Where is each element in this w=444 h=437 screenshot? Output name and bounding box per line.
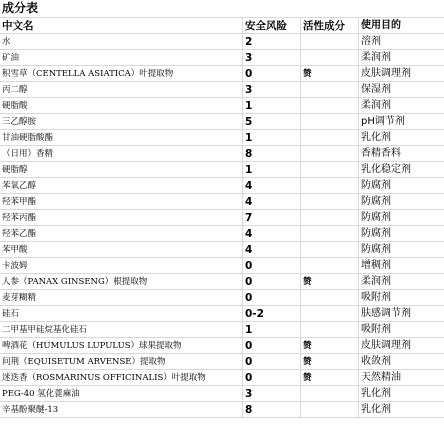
- cell-purpose[interactable]: 溶剂: [359, 34, 444, 50]
- cell-safety-risk[interactable]: 0: [243, 354, 301, 370]
- cell-name[interactable]: 积雪草（CENTELLA ASIATICA）叶提取物: [0, 66, 243, 82]
- cell-active-ingredient[interactable]: [301, 258, 359, 274]
- cell-active-ingredient[interactable]: [301, 322, 359, 338]
- cell-purpose[interactable]: 乳化剂: [359, 130, 444, 146]
- column-header-purpose[interactable]: 使用目的: [359, 18, 444, 34]
- cell-safety-risk[interactable]: 2: [243, 34, 301, 50]
- cell-active-ingredient[interactable]: 赞: [301, 370, 359, 386]
- cell-name[interactable]: 羟苯甲酯: [0, 194, 243, 210]
- cell-active-ingredient[interactable]: [301, 50, 359, 66]
- cell-active-ingredient[interactable]: [301, 146, 359, 162]
- cell-active-ingredient[interactable]: [301, 34, 359, 50]
- cell-name[interactable]: 羟苯乙酯: [0, 226, 243, 242]
- cell-name[interactable]: 二甲基甲硅烷基化硅石: [0, 322, 243, 338]
- cell-purpose[interactable]: 增稠剂: [359, 258, 444, 274]
- cell-name[interactable]: 硬脂醇: [0, 162, 243, 178]
- cell-purpose[interactable]: 皮肤调理剂: [359, 338, 444, 354]
- sheet-title: 成分表: [0, 0, 444, 18]
- column-header-risk[interactable]: 安全风险: [243, 18, 301, 34]
- cell-active-ingredient[interactable]: [301, 386, 359, 402]
- cell-purpose[interactable]: 防腐剂: [359, 242, 444, 258]
- cell-purpose[interactable]: 收敛剂: [359, 354, 444, 370]
- cell-safety-risk[interactable]: 0: [243, 258, 301, 274]
- cell-safety-risk[interactable]: 1: [243, 322, 301, 338]
- cell-safety-risk[interactable]: 0: [243, 338, 301, 354]
- cell-active-ingredient[interactable]: 赞: [301, 274, 359, 290]
- cell-name[interactable]: 苯甲酸: [0, 242, 243, 258]
- column-header-name[interactable]: 中文名: [0, 18, 243, 34]
- cell-active-ingredient[interactable]: [301, 114, 359, 130]
- cell-safety-risk[interactable]: 3: [243, 82, 301, 98]
- cell-name[interactable]: 硬脂酸: [0, 98, 243, 114]
- cell-active-ingredient[interactable]: [301, 82, 359, 98]
- cell-safety-risk[interactable]: 0: [243, 290, 301, 306]
- cell-safety-risk[interactable]: 1: [243, 162, 301, 178]
- cell-active-ingredient[interactable]: [301, 226, 359, 242]
- cell-name[interactable]: 水: [0, 34, 243, 50]
- cell-safety-risk[interactable]: 3: [243, 386, 301, 402]
- cell-safety-risk[interactable]: 4: [243, 242, 301, 258]
- cell-active-ingredient[interactable]: [301, 242, 359, 258]
- cell-purpose[interactable]: 乳化稳定剂: [359, 162, 444, 178]
- cell-purpose[interactable]: 肤感调节剂: [359, 306, 444, 322]
- cell-purpose[interactable]: 防腐剂: [359, 210, 444, 226]
- cell-name[interactable]: PEG-40 氢化蓖麻油: [0, 386, 243, 402]
- cell-purpose[interactable]: 防腐剂: [359, 178, 444, 194]
- cell-active-ingredient[interactable]: [301, 306, 359, 322]
- cell-purpose[interactable]: 柔润剂: [359, 98, 444, 114]
- cell-active-ingredient[interactable]: [301, 194, 359, 210]
- cell-purpose[interactable]: 吸附剂: [359, 322, 444, 338]
- cell-active-ingredient[interactable]: [301, 290, 359, 306]
- cell-purpose[interactable]: 乳化剂: [359, 386, 444, 402]
- cell-safety-risk[interactable]: 4: [243, 226, 301, 242]
- cell-purpose[interactable]: 保湿剂: [359, 82, 444, 98]
- cell-purpose[interactable]: 皮肤调理剂: [359, 66, 444, 82]
- cell-name[interactable]: 甘油硬脂酸酯: [0, 130, 243, 146]
- cell-active-ingredient[interactable]: [301, 98, 359, 114]
- cell-name[interactable]: 羟苯丙酯: [0, 210, 243, 226]
- cell-purpose[interactable]: 香精香料: [359, 146, 444, 162]
- cell-safety-risk[interactable]: 3: [243, 50, 301, 66]
- cell-name[interactable]: 丙二醇: [0, 82, 243, 98]
- cell-active-ingredient[interactable]: [301, 210, 359, 226]
- cell-name[interactable]: 辛基酚聚醚-13: [0, 402, 243, 418]
- cell-safety-risk[interactable]: 0-2: [243, 306, 301, 322]
- cell-safety-risk[interactable]: 4: [243, 178, 301, 194]
- cell-safety-risk[interactable]: 7: [243, 210, 301, 226]
- cell-safety-risk[interactable]: 1: [243, 130, 301, 146]
- cell-purpose[interactable]: 防腐剂: [359, 194, 444, 210]
- column-header-active[interactable]: 活性成分: [301, 18, 359, 34]
- cell-safety-risk[interactable]: 8: [243, 402, 301, 418]
- cell-active-ingredient[interactable]: [301, 402, 359, 418]
- cell-name[interactable]: 苯氧乙醇: [0, 178, 243, 194]
- cell-name[interactable]: 人参（PANAX GINSENG）根提取物: [0, 274, 243, 290]
- cell-name[interactable]: 硅石: [0, 306, 243, 322]
- cell-purpose[interactable]: 柔润剂: [359, 274, 444, 290]
- cell-purpose[interactable]: 柔润剂: [359, 50, 444, 66]
- cell-name[interactable]: 三乙醇胺: [0, 114, 243, 130]
- cell-active-ingredient[interactable]: [301, 130, 359, 146]
- cell-name[interactable]: 问荆（EQUISETUM ARVENSE）提取物: [0, 354, 243, 370]
- cell-safety-risk[interactable]: 0: [243, 66, 301, 82]
- cell-name[interactable]: 啤酒花（HUMULUS LUPULUS）球果提取物: [0, 338, 243, 354]
- cell-safety-risk[interactable]: 0: [243, 274, 301, 290]
- cell-name[interactable]: 麦芽糊精: [0, 290, 243, 306]
- cell-safety-risk[interactable]: 5: [243, 114, 301, 130]
- cell-name[interactable]: （日用）香精: [0, 146, 243, 162]
- cell-name[interactable]: 迷迭香（ROSMARINUS OFFICINALIS）叶提取物: [0, 370, 243, 386]
- cell-purpose[interactable]: 吸附剂: [359, 290, 444, 306]
- cell-active-ingredient[interactable]: 赞: [301, 354, 359, 370]
- cell-active-ingredient[interactable]: 赞: [301, 66, 359, 82]
- cell-safety-risk[interactable]: 1: [243, 98, 301, 114]
- cell-active-ingredient[interactable]: 赞: [301, 338, 359, 354]
- cell-safety-risk[interactable]: 8: [243, 146, 301, 162]
- cell-name[interactable]: 矿油: [0, 50, 243, 66]
- cell-safety-risk[interactable]: 0: [243, 370, 301, 386]
- cell-active-ingredient[interactable]: [301, 162, 359, 178]
- cell-purpose[interactable]: 天然精油: [359, 370, 444, 386]
- cell-active-ingredient[interactable]: [301, 178, 359, 194]
- cell-purpose[interactable]: pH调节剂: [359, 114, 444, 130]
- cell-name[interactable]: 卡波姆: [0, 258, 243, 274]
- cell-purpose[interactable]: 乳化剂: [359, 402, 444, 418]
- ingredient-table: [0, 18, 444, 418]
- cell-safety-risk[interactable]: 4: [243, 194, 301, 210]
- cell-purpose[interactable]: 防腐剂: [359, 226, 444, 242]
